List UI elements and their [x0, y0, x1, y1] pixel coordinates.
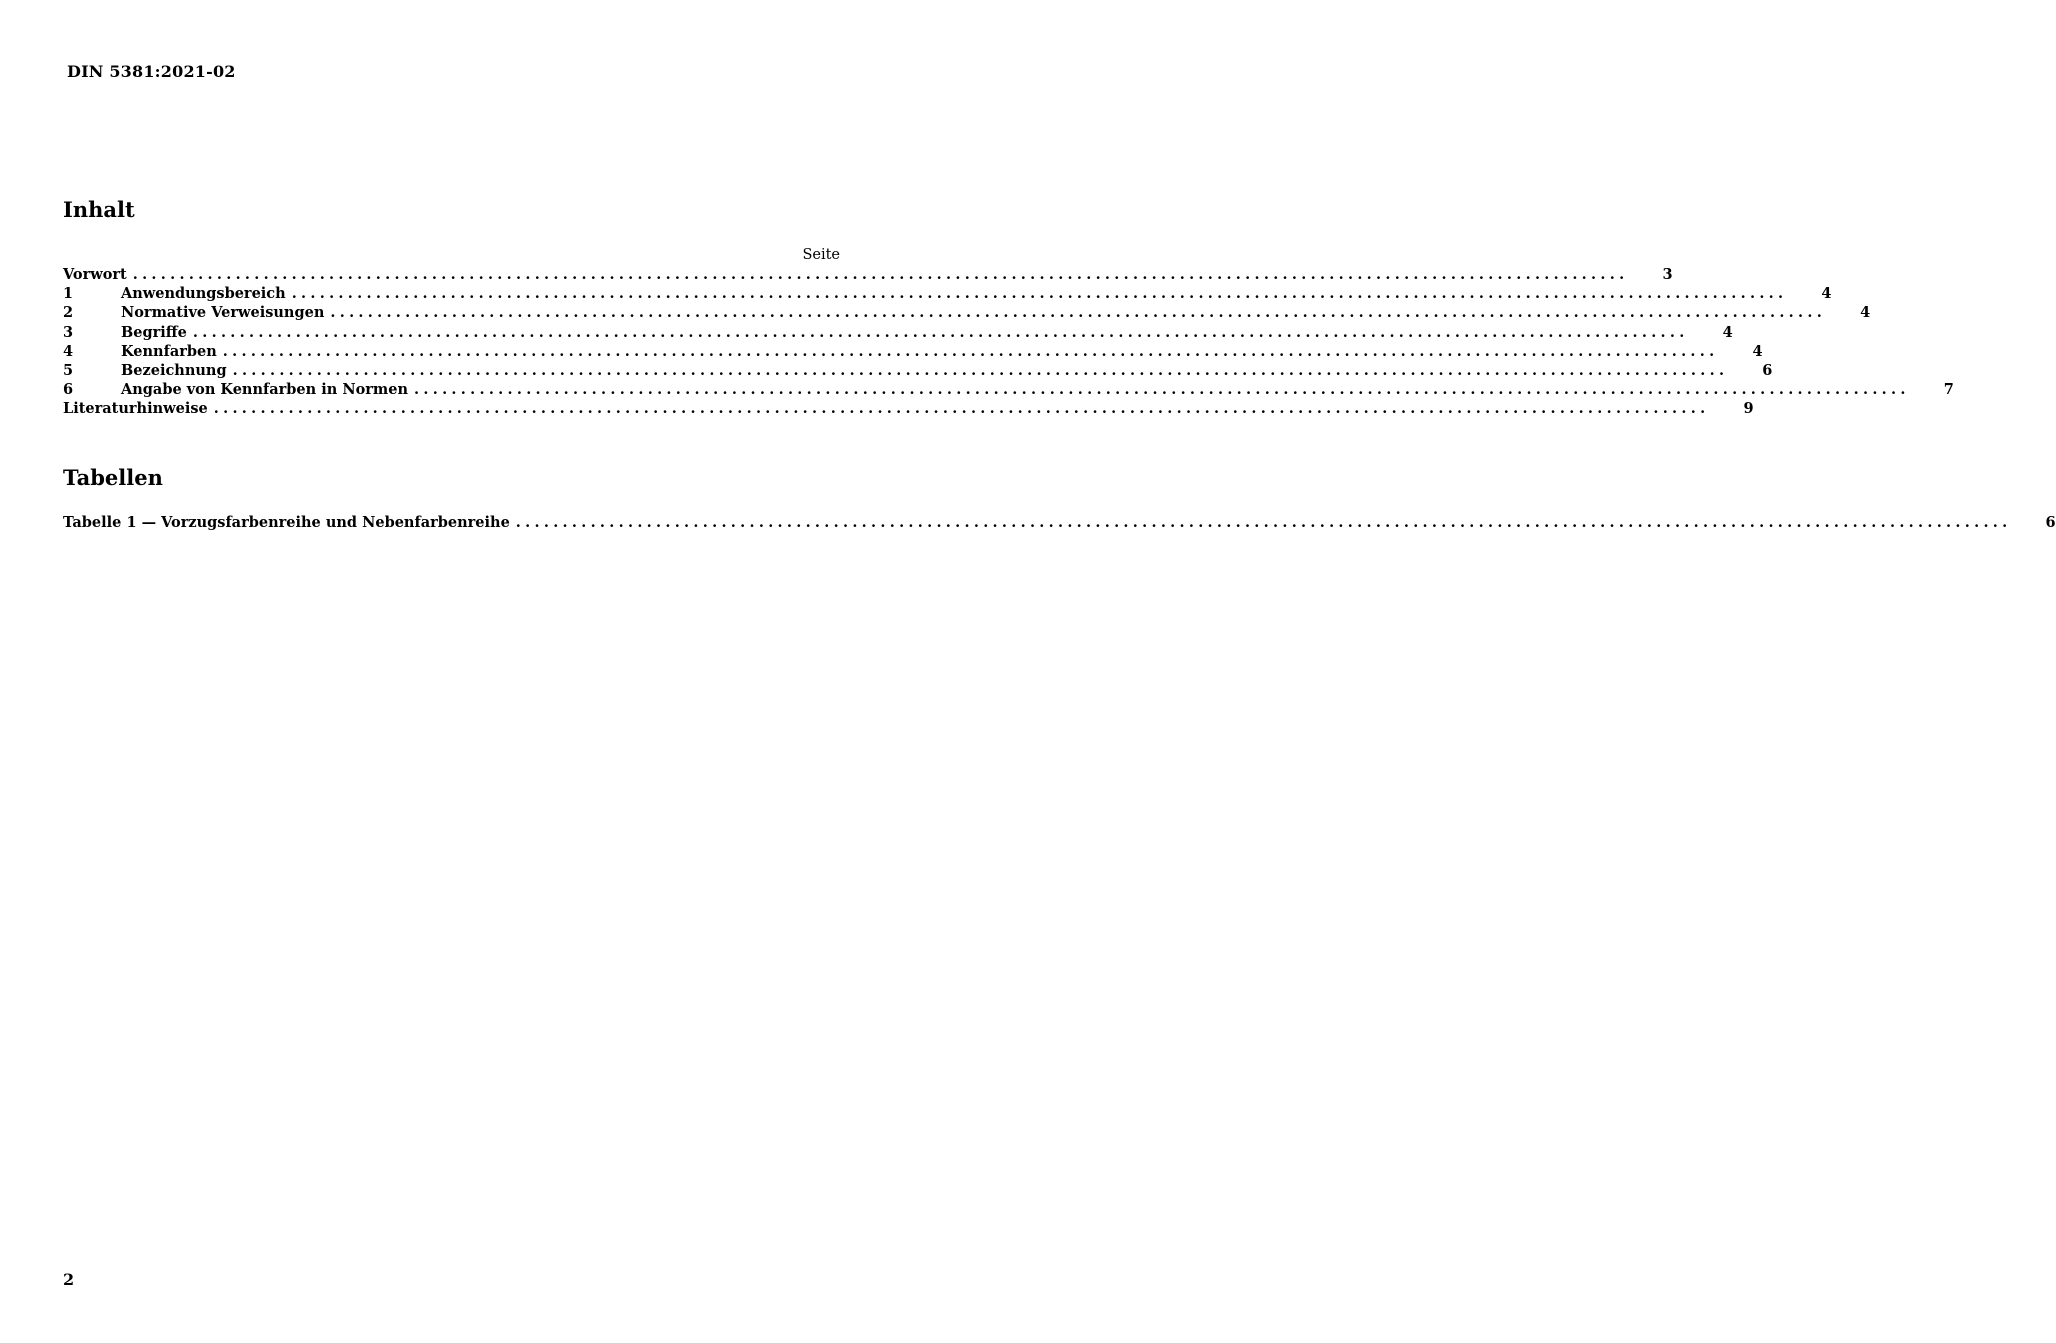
toc-entry-number: 6 — [63, 381, 74, 399]
dot-leader: ................................................................................................................................................................ — [213, 400, 1710, 418]
list-of-tables — [63, 513, 2056, 532]
dot-leader: ................................................................................................................................................................ — [330, 304, 1827, 322]
toc-entry-number: 2 — [63, 304, 74, 322]
table-entry-tabelle-1[interactable] — [63, 513, 2056, 532]
toc-entry-title: Anwendungsbereich — [121, 285, 286, 303]
toc-entry-title: Bezeichnung — [121, 361, 227, 379]
dot-leader: ................................................................................................................................................................ — [232, 361, 1729, 379]
toc-entry-title: Literaturhinweise — [63, 400, 208, 418]
toc-entry-anwendungsbereich[interactable] — [63, 284, 1832, 303]
dot-leader: ................................................................................................................................................................ — [192, 323, 1689, 341]
toc-entry-title: Vorwort — [63, 266, 127, 283]
toc-entry-page: 9 — [1743, 400, 1754, 418]
toc-entry-vorwort[interactable] — [63, 265, 1673, 284]
toc-entry-bezeichnung[interactable] — [63, 361, 1773, 380]
dot-leader: ................................................................................................................................................................ — [414, 381, 1910, 399]
toc-entry-title: Angabe von Kennfarben in Normen — [121, 381, 409, 399]
toc-entry-angabe-von-kennfarben[interactable] — [63, 380, 1954, 399]
toc-entry-page: 4 — [1821, 285, 1832, 303]
toc-entry-page: 4 — [1860, 304, 1871, 322]
contents-heading: Inhalt — [63, 197, 135, 222]
toc-entry-page: 4 — [1752, 342, 1763, 360]
page-column-label: Seite — [802, 247, 840, 263]
toc-entry-number: 5 — [63, 361, 74, 379]
toc-entry-page: 3 — [1662, 266, 1673, 283]
toc-entry-page: 4 — [1722, 323, 1733, 341]
table-of-contents — [63, 246, 1954, 419]
page-number: 2 — [63, 1270, 75, 1289]
toc-entry-page: 6 — [1762, 361, 1773, 379]
toc-entry-literaturhinweise[interactable] — [63, 399, 1754, 418]
document-id: DIN 5381:2021-02 — [67, 62, 236, 81]
toc-entry-page: 7 — [1943, 381, 1954, 399]
toc-entry-title: Kennfarben — [121, 342, 217, 360]
toc-entry-title: Normative Verweisungen — [121, 304, 325, 322]
toc-entry-begriffe[interactable] — [63, 323, 1733, 342]
toc-entry-number: 3 — [63, 323, 74, 341]
dot-leader: ................................................................................................................................................................ — [132, 266, 1629, 283]
toc-entry-number: 1 — [63, 285, 74, 303]
toc-entry-title: Begriffe — [121, 323, 187, 341]
table-entry-page: 6 — [2045, 514, 2056, 531]
tables-heading: Tabellen — [63, 465, 163, 490]
toc-entry-normative-verweisungen[interactable] — [63, 303, 1871, 322]
toc-entry-number: 4 — [63, 342, 74, 360]
dot-leader: ................................................................................................................................................................ — [222, 342, 1719, 360]
dot-leader: ................................................................................................................................................................ — [515, 514, 2012, 531]
table-entry-title: Tabelle 1 — Vorzugsfarbenreihe und Nebenfarbenreihe — [63, 514, 510, 531]
toc-entry-kennfarben[interactable] — [63, 342, 1763, 361]
dot-leader: ................................................................................................................................................................ — [291, 285, 1788, 303]
